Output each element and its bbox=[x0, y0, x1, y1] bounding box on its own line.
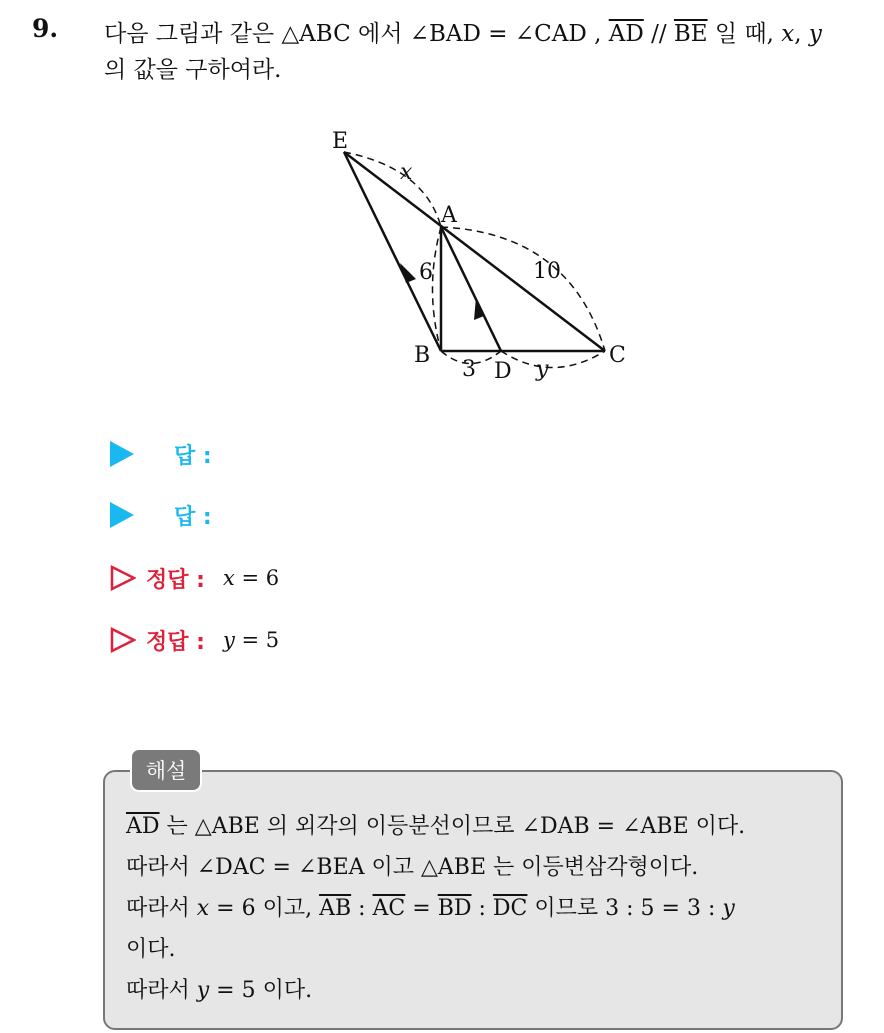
label-10: 10 bbox=[533, 259, 561, 284]
question-text bbox=[104, 16, 874, 88]
label-3: 3 bbox=[462, 357, 476, 382]
variable-y: y bbox=[722, 896, 735, 921]
correct-answer-row-1 bbox=[110, 558, 279, 598]
solution-line-1 bbox=[126, 806, 836, 847]
solution-text: 이므로 3 : 5 = 3 : bbox=[527, 896, 723, 921]
label-e: E bbox=[332, 129, 349, 154]
segment-ac: $\overline{AC}$ bbox=[372, 896, 406, 921]
correct-label: 정답 : bbox=[146, 567, 205, 593]
variable-x: x bbox=[781, 21, 795, 47]
solution-text: 따라서 bbox=[126, 896, 197, 921]
question-line2: 의 값을 구하여라. bbox=[104, 57, 282, 83]
label-b: B bbox=[414, 343, 431, 368]
arc-6 bbox=[433, 227, 442, 351]
question-line1-a: 다음 그림과 같은 △ABC 에서 ∠BAD = ∠CAD , bbox=[104, 21, 602, 47]
segment-ad-line bbox=[441, 227, 501, 351]
solution-line-2: 따라서 ∠DAC = ∠BEA 이고 △ABE 는 이등변삼각형이다. bbox=[126, 855, 699, 880]
solution-text: 는 △ABE 의 외각의 이등분선이므로 ∠DAB = ∠ABE 이다. bbox=[159, 814, 746, 839]
correct-value bbox=[223, 566, 279, 590]
segment-eb bbox=[344, 152, 441, 351]
correct-answer-row-2 bbox=[110, 620, 279, 660]
comma: , bbox=[794, 21, 802, 47]
red-outline-triangle-icon bbox=[110, 565, 136, 591]
solution-line-3 bbox=[126, 888, 836, 929]
segment-bd: $\overline{BD}$ bbox=[437, 896, 472, 921]
label-6: 6 bbox=[419, 260, 433, 285]
label-c: C bbox=[609, 343, 626, 368]
question-number: 9. bbox=[32, 14, 59, 43]
question-line1-b: 일 때, bbox=[707, 21, 774, 47]
solution-line-4: 이다. bbox=[126, 937, 176, 962]
variable-y: y bbox=[196, 978, 210, 1003]
triangle-figure bbox=[320, 118, 640, 388]
correct-rest: = 6 bbox=[241, 566, 280, 590]
solution-text: = 5 이다. bbox=[209, 978, 313, 1003]
label-x: x bbox=[400, 160, 413, 185]
segment-ad: $\overline{AD}$ bbox=[126, 814, 160, 839]
correct-value bbox=[223, 628, 279, 652]
equals: = bbox=[405, 896, 438, 921]
label-y: y bbox=[536, 357, 549, 382]
parallel-symbol: // bbox=[643, 21, 674, 47]
solution-text: 따라서 bbox=[126, 978, 197, 1003]
colon: : bbox=[471, 896, 493, 921]
blue-triangle-icon bbox=[110, 502, 134, 528]
segment-dc: $\overline{DC}$ bbox=[492, 896, 528, 921]
segment-ec bbox=[344, 152, 605, 351]
correct-var: y bbox=[222, 628, 235, 652]
label-d: D bbox=[494, 359, 512, 384]
solution-text: = 6 이고, bbox=[209, 896, 320, 921]
segment-be: $\overline{BE}$ bbox=[673, 21, 708, 47]
solution-tag: 해설 bbox=[130, 748, 202, 792]
red-outline-triangle-icon bbox=[110, 627, 136, 653]
colon: : bbox=[351, 896, 373, 921]
answer-label: 답 : bbox=[174, 504, 212, 530]
blue-triangle-icon bbox=[110, 441, 134, 467]
solution-line-5 bbox=[126, 970, 836, 1011]
arc-y bbox=[501, 351, 605, 368]
correct-label: 정답 : bbox=[146, 629, 205, 655]
answer-row-1 bbox=[110, 434, 212, 474]
variable-y: y bbox=[808, 21, 822, 47]
segment-ab: $\overline{AB}$ bbox=[319, 896, 352, 921]
solution-body bbox=[126, 806, 836, 1011]
correct-rest: = 5 bbox=[241, 628, 280, 652]
variable-x: x bbox=[196, 896, 210, 921]
segment-ad: $\overline{AD}$ bbox=[608, 21, 644, 47]
label-a: A bbox=[441, 203, 457, 228]
answer-label: 답 : bbox=[174, 443, 212, 469]
answer-row-2 bbox=[110, 495, 212, 535]
correct-var: x bbox=[222, 566, 235, 590]
